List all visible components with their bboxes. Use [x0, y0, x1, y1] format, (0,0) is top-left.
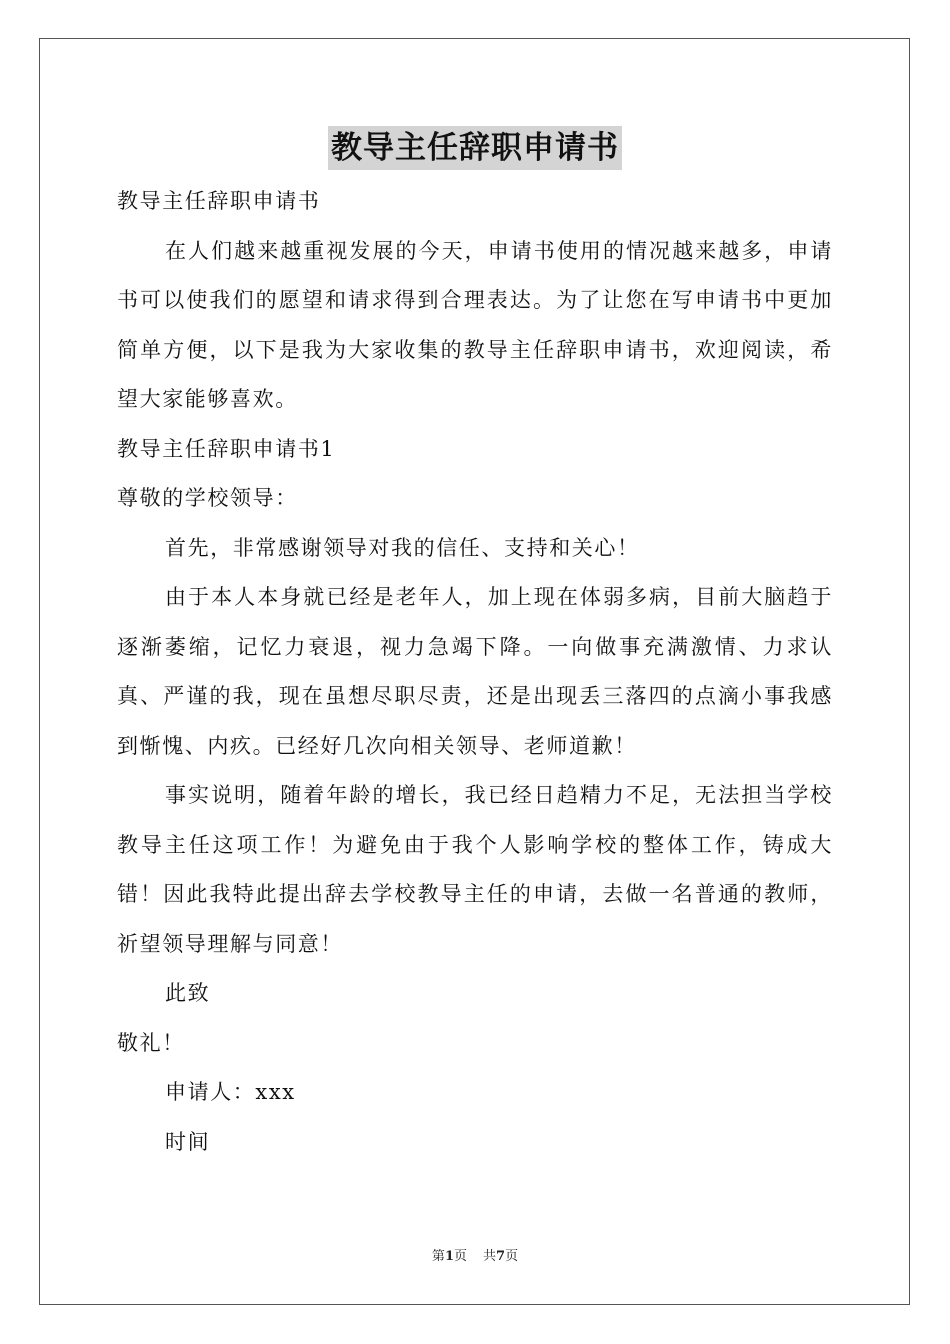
footer-page-current: 1 — [444, 1249, 454, 1264]
paragraph-regards: 敬礼！ — [117, 1030, 185, 1055]
document-title: 教导主任辞职申请书 — [328, 126, 622, 170]
paragraph-heading: 教导主任辞职申请书 — [117, 189, 321, 213]
title-container — [0, 126, 950, 170]
paragraph-thanks: 首先，非常感谢领导对我的信任、支持和关心！ — [165, 535, 640, 560]
footer-page-unit: 页 — [453, 1249, 467, 1264]
paragraph-intro: 在人们越来越重视发展的今天，申请书使用的情况越来越多，申请书可以使我们的愿望和请求得到合理表达。为了让您在写申请书中更加简单方便，以下是我为大家收集的教导主任辞职申请书，欢迎阅读，希望大家能够喜欢。 — [117, 238, 833, 411]
paragraph-date: 时间 — [165, 1129, 211, 1154]
footer-total-prefix: 共 — [483, 1249, 497, 1264]
footer-total-unit: 页 — [505, 1249, 519, 1264]
paragraph-reason: 由于本人本身就已经是老年人，加上现在体弱多病，目前大脑趋于逐渐萎缩，记忆力衰退，视力急竭下降。一向做事充满激情、力求认真、严谨的我，现在虽想尽职尽责，还是出现丢三落四的点滴小事我感到惭愧、内疚。已经好几次向相关领导、老师道歉！ — [117, 585, 833, 758]
footer-page-total: 7 — [496, 1249, 506, 1264]
document-body — [117, 177, 833, 1167]
paragraph-closing: 此致 — [165, 981, 211, 1005]
page-footer — [0, 1247, 950, 1267]
paragraph-request: 事实说明，随着年龄的增长，我已经日趋精力不足，无法担当学校教导主任这项工作！为避免由于我个人影响学校的整体工作，铸成大错！因此我特此提出辞去学校教导主任的申请，去做一名普通的教师，祈望领导理解与同意！ — [117, 783, 833, 956]
paragraph-salutation: 尊敬的学校领导： — [117, 486, 298, 510]
footer-page-prefix: 第 — [431, 1249, 445, 1264]
paragraph-applicant: 申请人：xxx — [165, 1080, 296, 1104]
paragraph-subheading: 教导主任辞职申请书1 — [117, 436, 336, 461]
